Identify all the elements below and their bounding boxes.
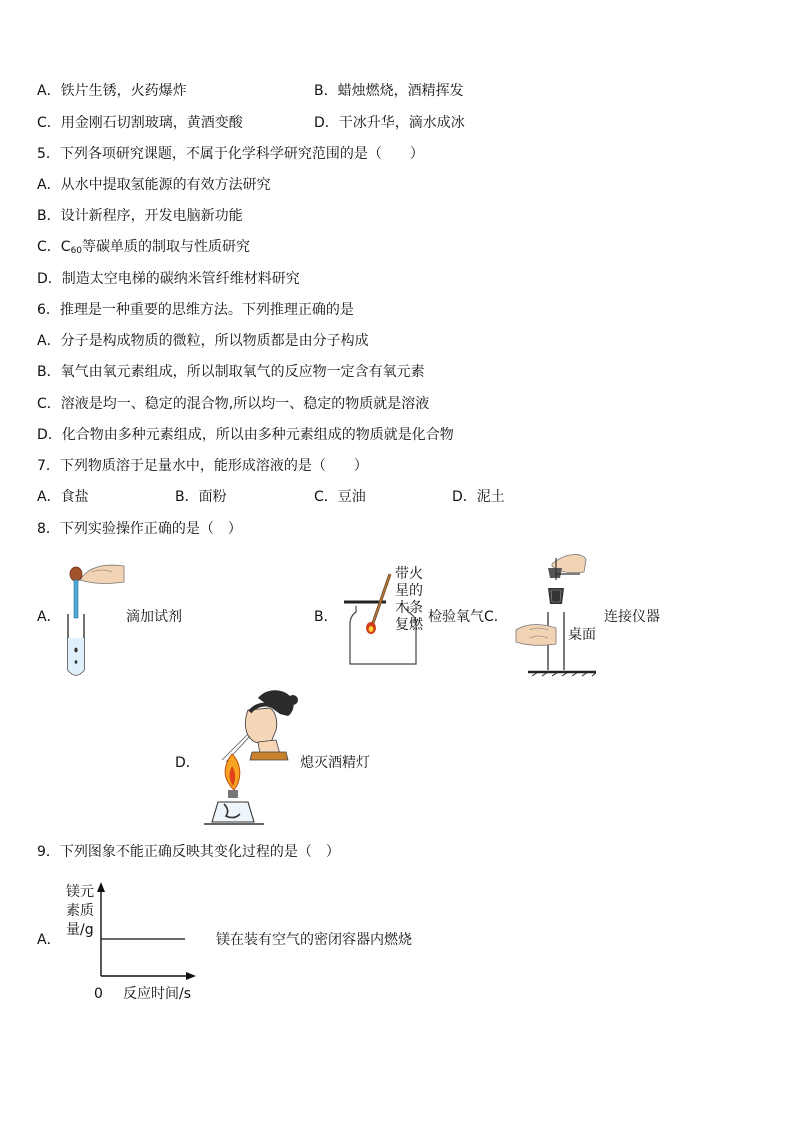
q9-option-a-caption: 镁在装有空气的密闭容器内燃烧 (216, 932, 412, 948)
dropper-test-tube-figure (62, 558, 126, 682)
q5-stem: 5．下列各项研究课题，不属于化学科学研究范围的是（ ） (37, 146, 424, 162)
connect-apparatus-figure (512, 550, 604, 678)
q8-option-d-caption: 熄灭酒精灯 (300, 755, 370, 771)
q9-option-a-letter: A． (37, 932, 61, 948)
q5-option-d: D．制造太空电梯的碳纳米管纤维材料研究 (37, 271, 300, 287)
q8-option-a-caption: 滴加试剂 (126, 609, 182, 625)
q8-option-b-note-line-1: 带火 (395, 566, 423, 582)
q4-option-c: C．用金刚石切割玻璃，黄酒变酸 (37, 115, 243, 131)
q9-option-a-ylabel-line-1: 镁元 (66, 884, 94, 900)
q6-stem: 6．推理是一种重要的思维方法。下列推理正确的是 (37, 302, 354, 318)
q8-option-b-note-line-4: 复燃 (395, 617, 423, 633)
q9-option-a-ylabel-line-2: 素质 (66, 903, 94, 919)
q8-option-b-note-line-2: 星的 (395, 583, 423, 599)
q9-option-a-ylabel (66, 883, 94, 940)
q8-option-d-letter: D． (175, 755, 200, 771)
q6-option-a: A．分子是构成物质的微粒，所以物质都是由分子构成 (37, 333, 369, 349)
q9-stem: 9．下列图象不能正确反映其变化过程的是（ ） (37, 844, 340, 860)
q5-option-c-rest: 等碳单质的制取与性质研究 (82, 239, 251, 255)
q8-option-b-note (395, 566, 423, 634)
q5-option-a: A．从水中提取氢能源的有效方法研究 (37, 177, 271, 193)
q4-option-d: D．干冰升华，滴水成冰 (314, 115, 465, 131)
q4-option-a: A．铁片生锈，火药爆炸 (37, 83, 187, 99)
magnesium-graph (96, 880, 200, 980)
q8-stem: 8．下列实验操作正确的是（ ） (37, 521, 242, 537)
q7-option-b: B．面粉 (175, 489, 227, 505)
q5-option-c (37, 238, 250, 260)
q9-option-a-xlabel: 反应时间/s (123, 986, 192, 1002)
q8-option-b-letter: B． (314, 609, 338, 625)
q6-option-c: C．溶液是均一、稳定的混合物,所以均一、稳定的物质就是溶液 (37, 396, 430, 412)
q7-option-a: A．食盐 (37, 489, 89, 505)
q6-option-b: B．氧气由氧元素组成，所以制取氧气的反应物一定含有氧元素 (37, 364, 425, 380)
q8-option-c-note: 桌面 (568, 627, 596, 643)
q8-option-b-note-line-3: 木条 (395, 600, 423, 616)
q5-option-b: B．设计新程序，开发电脑新功能 (37, 208, 243, 224)
q4-option-b: B．蜡烛燃烧，酒精挥发 (314, 83, 464, 99)
q9-option-a-ylabel-line-3: 量/g (66, 922, 94, 938)
q8-option-a-letter: A． (37, 609, 61, 625)
q5-option-c-subscript: 60 (70, 246, 83, 256)
q8-option-c-letter: C． (484, 609, 508, 625)
q7-option-c: C．豆油 (314, 489, 366, 505)
q7-option-d: D．泥土 (452, 489, 505, 505)
q7-stem: 7．下列物质溶于足量水中，能形成溶液的是（ ） (37, 458, 368, 474)
q8-option-b-caption: 检验氧气 (428, 609, 484, 625)
q8-option-c-caption: 连接仪器 (604, 609, 660, 625)
q6-option-d: D．化合物由多种元素组成，所以由多种元素组成的物质就是化合物 (37, 427, 454, 443)
q9-option-a-origin: 0 (94, 986, 103, 1002)
q5-option-c-prefix: C．C (37, 239, 71, 255)
alcohol-lamp-figure (200, 690, 300, 830)
